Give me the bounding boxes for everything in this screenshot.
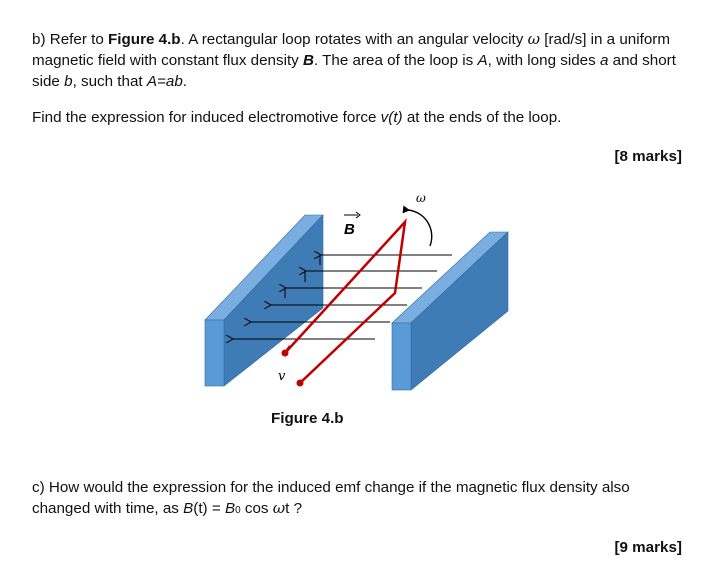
- vt-symbol: v(t): [380, 109, 403, 126]
- question-c-text: c) How would the expression for the induced emf change if the magnetic flux density also changed with time, as B(t) = B0 cos ωt ?: [32, 479, 630, 517]
- rotation-arrow: [408, 210, 432, 246]
- v-label: v: [278, 369, 286, 384]
- right-pole-front: [392, 323, 411, 390]
- find-instruction: Find the expression for induced electromotive force v(t) at the ends of the loop.: [32, 109, 562, 126]
- flux-density-symbol: B: [303, 52, 314, 69]
- part-label: b): [32, 31, 46, 48]
- right-magnet-pole: [392, 232, 508, 390]
- terminal-1: [282, 350, 289, 357]
- area-symbol: A: [477, 52, 488, 69]
- right-pole-side: [411, 232, 508, 390]
- omega-symbol: ω: [527, 30, 540, 48]
- figure-caption: Figure 4.b: [271, 410, 344, 427]
- B-label: B: [344, 221, 355, 238]
- short-side-symbol: b: [64, 73, 73, 90]
- left-magnet-pole: [205, 215, 323, 386]
- omega-label: ω: [416, 191, 426, 205]
- figure-reference: Figure 4.b: [108, 31, 181, 48]
- figure-4b-diagram: [190, 178, 510, 418]
- marks-b: [8 marks]: [614, 148, 682, 165]
- area-formula: A=ab: [146, 73, 183, 90]
- marks-c: [9 marks]: [614, 539, 682, 556]
- terminal-2: [297, 380, 304, 387]
- long-side-symbol: a: [599, 52, 609, 69]
- left-pole-front: [205, 320, 224, 386]
- question-b-text: b) Refer to Figure 4.b. A rectangular loop rotates with an angular velocity ω [rad/s] in a uniform magnetic field with constant flux density B. The area of the loop is A, with long sides a and short side b, such that A=ab.: [32, 30, 676, 90]
- part-label-c: c): [32, 479, 45, 496]
